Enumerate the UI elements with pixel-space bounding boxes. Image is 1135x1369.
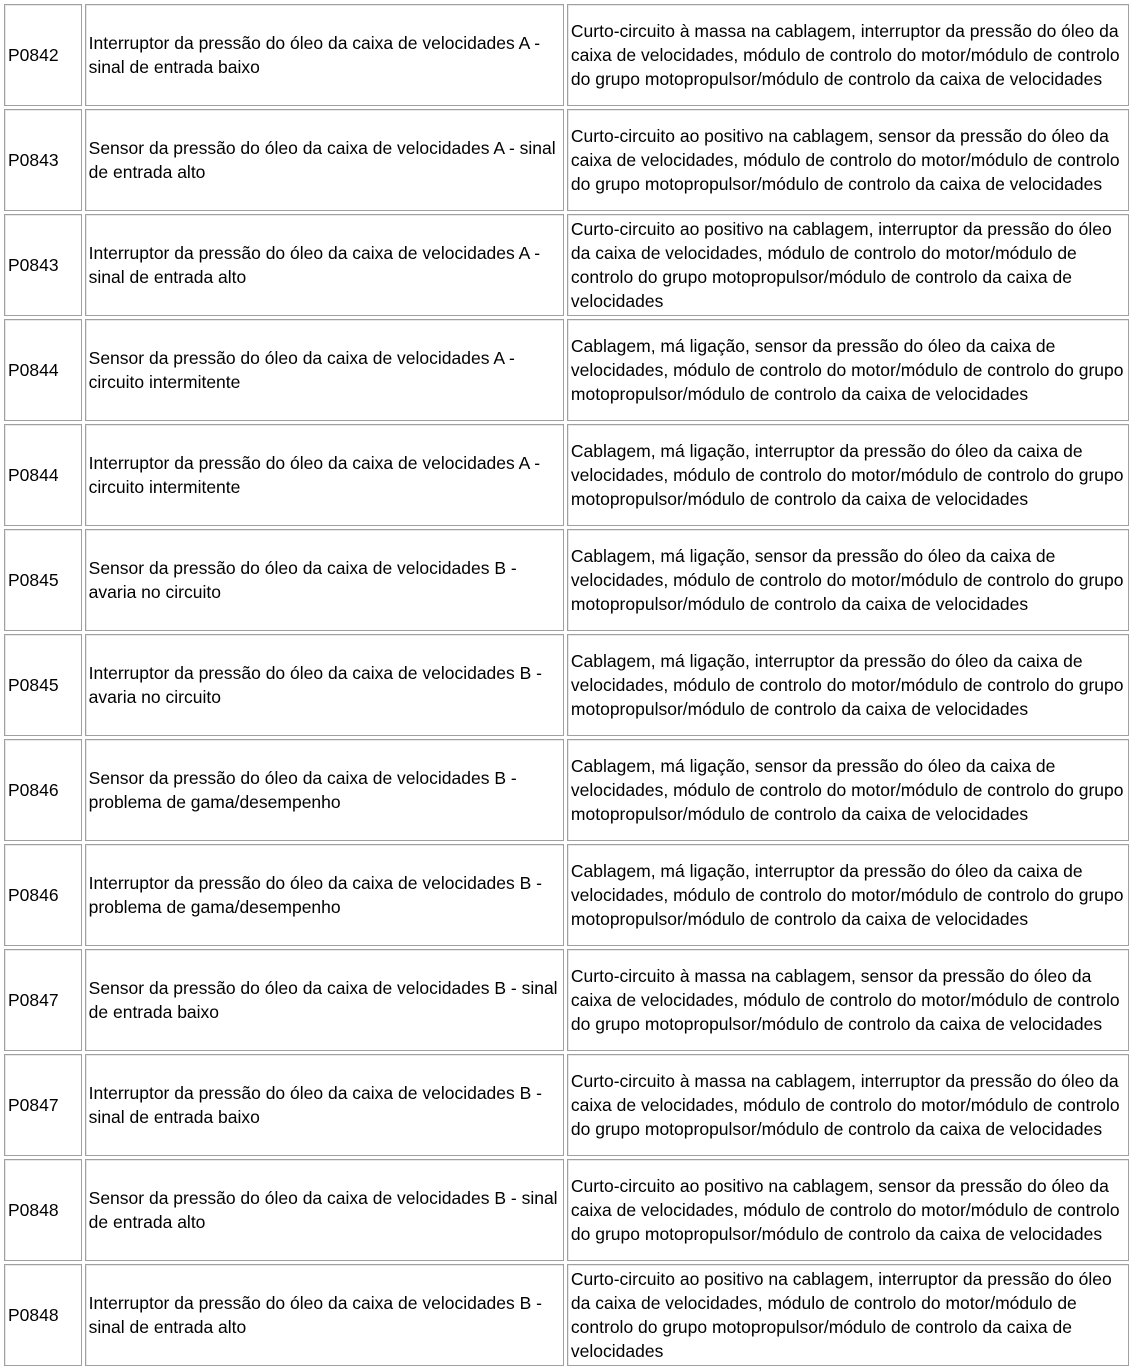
dtc-causes: Curto-circuito ao positivo na cablagem, sensor da pressão do óleo da caixa de velocidades, módulo de controlo do motor/módulo de controlo do grupo motopropulsor/módulo de controlo da caixa de velocidades (567, 109, 1129, 211)
dtc-code: P0845 (4, 529, 82, 631)
dtc-description: Interruptor da pressão do óleo da caixa de velocidades B - avaria no circuito (85, 634, 564, 736)
dtc-causes: Cablagem, má ligação, sensor da pressão do óleo da caixa de velocidades, módulo de controlo do motor/módulo de controlo do grupo motopropulsor/módulo de controlo da caixa de velocidades (567, 319, 1129, 421)
dtc-code: P0847 (4, 949, 82, 1051)
dtc-causes: Cablagem, má ligação, interruptor da pressão do óleo da caixa de velocidades, módulo de controlo do motor/módulo de controlo do grupo motopropulsor/módulo de controlo da caixa de velocidades (567, 844, 1129, 946)
table-row (4, 1159, 1129, 1261)
dtc-description: Sensor da pressão do óleo da caixa de velocidades B - avaria no circuito (85, 529, 564, 631)
table-row (4, 634, 1129, 736)
table-row (4, 1054, 1129, 1156)
dtc-code: P0843 (4, 109, 82, 211)
table-row (4, 4, 1129, 106)
table-row (4, 844, 1129, 946)
dtc-causes: Curto-circuito à massa na cablagem, interruptor da pressão do óleo da caixa de velocidades, módulo de controlo do motor/módulo de controlo do grupo motopropulsor/módulo de controlo da caixa de velocidades (567, 1054, 1129, 1156)
dtc-description: Interruptor da pressão do óleo da caixa de velocidades B - sinal de entrada alto (85, 1264, 564, 1366)
dtc-description: Sensor da pressão do óleo da caixa de velocidades B - problema de gama/desempenho (85, 739, 564, 841)
dtc-causes: Cablagem, má ligação, interruptor da pressão do óleo da caixa de velocidades, módulo de controlo do motor/módulo de controlo do grupo motopropulsor/módulo de controlo da caixa de velocidades (567, 634, 1129, 736)
table-row (4, 214, 1129, 316)
dtc-code: P0846 (4, 844, 82, 946)
dtc-code: P0842 (4, 4, 82, 106)
dtc-description: Interruptor da pressão do óleo da caixa de velocidades A - circuito intermitente (85, 424, 564, 526)
dtc-description: Sensor da pressão do óleo da caixa de velocidades A - circuito intermitente (85, 319, 564, 421)
dtc-description: Interruptor da pressão do óleo da caixa de velocidades A - sinal de entrada alto (85, 214, 564, 316)
dtc-table (1, 1, 1132, 1369)
dtc-description: Sensor da pressão do óleo da caixa de velocidades B - sinal de entrada alto (85, 1159, 564, 1261)
dtc-causes: Curto-circuito à massa na cablagem, sensor da pressão do óleo da caixa de velocidades, módulo de controlo do motor/módulo de controlo do grupo motopropulsor/módulo de controlo da caixa de velocidades (567, 949, 1129, 1051)
dtc-code: P0846 (4, 739, 82, 841)
dtc-description: Sensor da pressão do óleo da caixa de velocidades A - sinal de entrada alto (85, 109, 564, 211)
dtc-description: Sensor da pressão do óleo da caixa de velocidades B - sinal de entrada baixo (85, 949, 564, 1051)
dtc-code: P0848 (4, 1264, 82, 1366)
table-row (4, 319, 1129, 421)
dtc-code: P0844 (4, 424, 82, 526)
dtc-description: Interruptor da pressão do óleo da caixa de velocidades B - sinal de entrada baixo (85, 1054, 564, 1156)
table-row (4, 949, 1129, 1051)
dtc-causes: Curto-circuito ao positivo na cablagem, interruptor da pressão do óleo da caixa de velocidades, módulo de controlo do motor/módulo de controlo do grupo motopropulsor/módulo de controlo da caixa de velocidades (567, 1264, 1129, 1366)
dtc-causes: Curto-circuito à massa na cablagem, interruptor da pressão do óleo da caixa de velocidades, módulo de controlo do motor/módulo de controlo do grupo motopropulsor/módulo de controlo da caixa de velocidades (567, 4, 1129, 106)
dtc-code: P0848 (4, 1159, 82, 1261)
dtc-causes: Cablagem, má ligação, interruptor da pressão do óleo da caixa de velocidades, módulo de controlo do motor/módulo de controlo do grupo motopropulsor/módulo de controlo da caixa de velocidades (567, 424, 1129, 526)
table-row (4, 109, 1129, 211)
table-row (4, 424, 1129, 526)
dtc-code: P0843 (4, 214, 82, 316)
dtc-table-body (4, 4, 1129, 1366)
table-row (4, 739, 1129, 841)
dtc-description: Interruptor da pressão do óleo da caixa de velocidades A - sinal de entrada baixo (85, 4, 564, 106)
dtc-code: P0844 (4, 319, 82, 421)
dtc-code: P0847 (4, 1054, 82, 1156)
table-row (4, 529, 1129, 631)
dtc-causes: Cablagem, má ligação, sensor da pressão do óleo da caixa de velocidades, módulo de controlo do motor/módulo de controlo do grupo motopropulsor/módulo de controlo da caixa de velocidades (567, 739, 1129, 841)
dtc-causes: Curto-circuito ao positivo na cablagem, interruptor da pressão do óleo da caixa de velocidades, módulo de controlo do motor/módulo de controlo do grupo motopropulsor/módulo de controlo da caixa de velocidades (567, 214, 1129, 316)
dtc-description: Interruptor da pressão do óleo da caixa de velocidades B - problema de gama/desempenho (85, 844, 564, 946)
dtc-causes: Cablagem, má ligação, sensor da pressão do óleo da caixa de velocidades, módulo de controlo do motor/módulo de controlo do grupo motopropulsor/módulo de controlo da caixa de velocidades (567, 529, 1129, 631)
table-row (4, 1264, 1129, 1366)
dtc-code: P0845 (4, 634, 82, 736)
dtc-causes: Curto-circuito ao positivo na cablagem, sensor da pressão do óleo da caixa de velocidades, módulo de controlo do motor/módulo de controlo do grupo motopropulsor/módulo de controlo da caixa de velocidades (567, 1159, 1129, 1261)
